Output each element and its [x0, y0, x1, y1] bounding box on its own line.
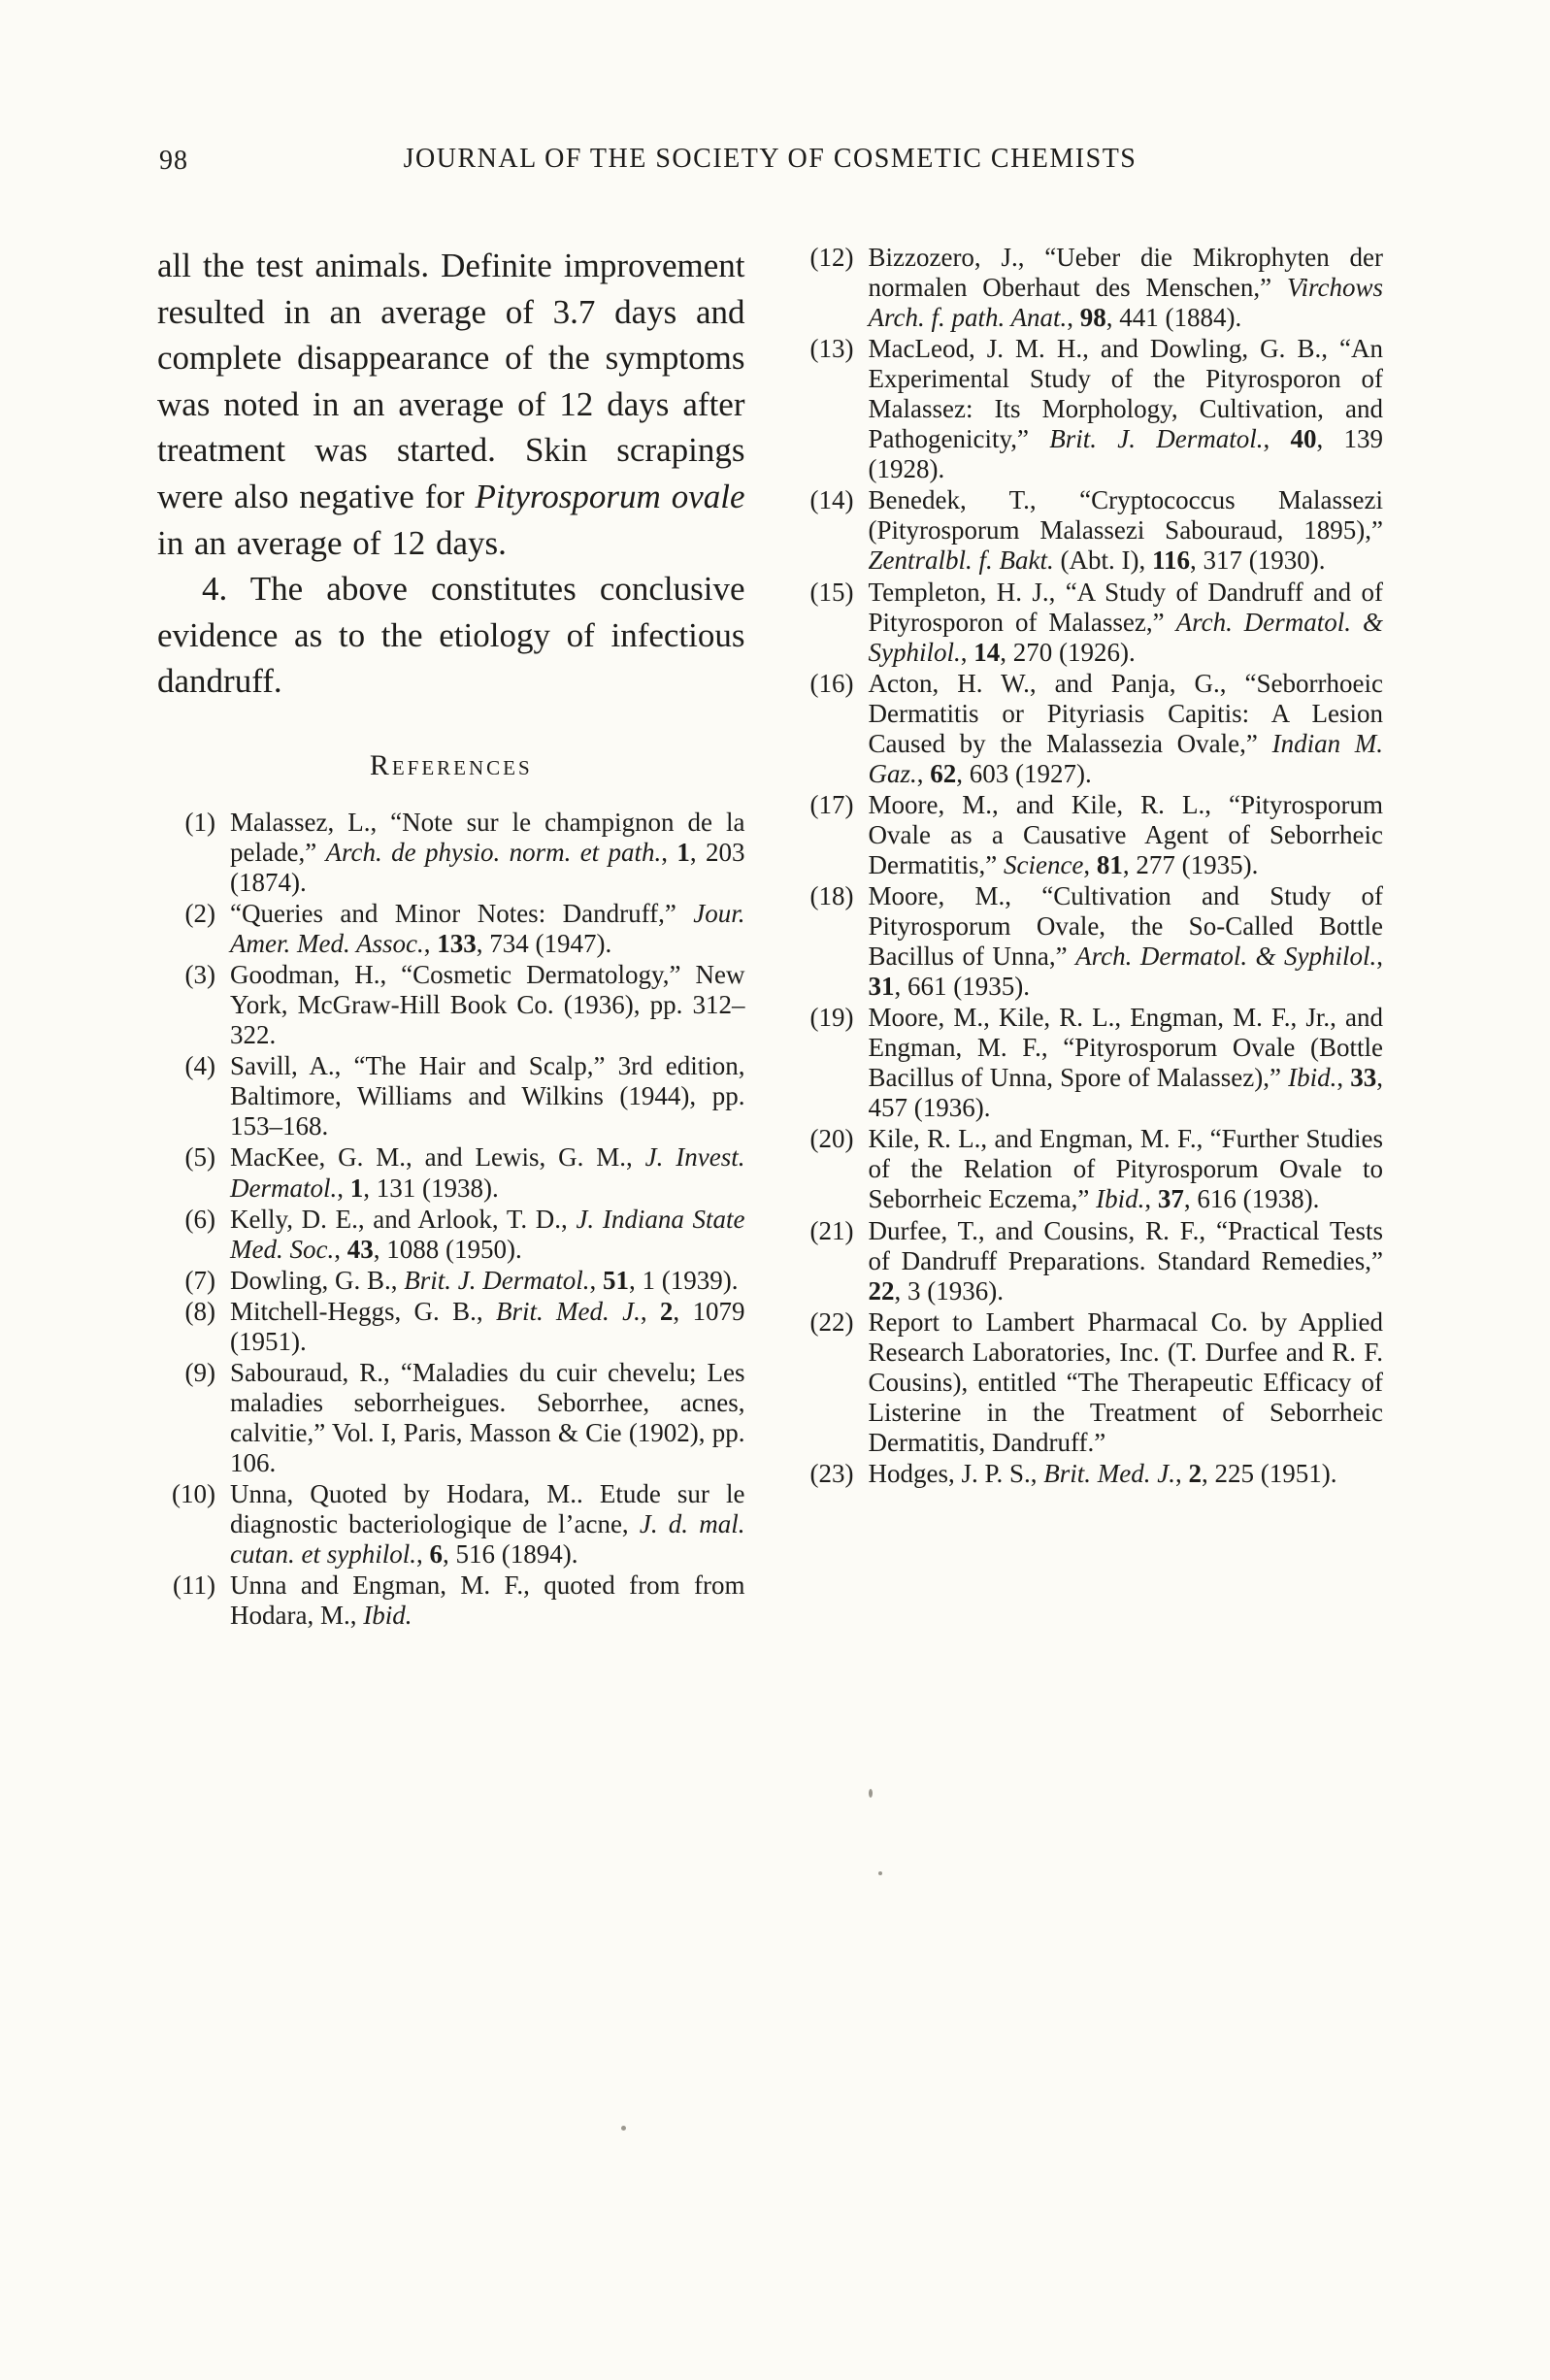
text-segment: Arch. Dermatol. & Syphilol. — [868, 607, 1383, 667]
reference-number: (18) — [809, 880, 854, 910]
reference-number: (11) — [173, 1570, 215, 1601]
text-segment: , — [589, 1265, 603, 1295]
reference-text — [854, 1307, 1384, 1458]
text-segment: all the test animals. Definite improvement resulted in an average of 3.7 days and complete disappearance of the symptoms was noted in an average of 12 days after treatment was started. Skin scrapings were also negative for — [157, 247, 745, 515]
text-segment: J. Invest. Dermatol. — [230, 1142, 745, 1203]
text-segment: , — [415, 1539, 430, 1570]
reference-item — [796, 790, 1384, 880]
reference-number: (22) — [809, 1306, 854, 1337]
text-segment: Virchows Arch. f. path. Anat. — [868, 273, 1383, 333]
reference-item — [796, 669, 1384, 789]
text-segment: , — [640, 1296, 660, 1326]
text-segment: Arch. Dermatol. & Syphilol. — [1075, 942, 1377, 972]
reference-text — [215, 1479, 745, 1570]
reference-text — [215, 960, 745, 1050]
reference-item — [796, 1003, 1384, 1123]
text-segment: Malassez, L., “Note sur le champignon de la pelade,” — [230, 807, 745, 867]
reference-text — [854, 578, 1384, 668]
reference-text — [854, 669, 1384, 789]
text-segment: , 457 (1936). — [868, 1063, 1383, 1123]
reference-item — [796, 243, 1384, 333]
reference-item — [157, 1358, 745, 1478]
reference-number: (14) — [809, 485, 854, 515]
reference-number: (10) — [172, 1478, 215, 1508]
reference-number: (17) — [809, 789, 854, 819]
text-segment: Zentralbl. f. Bakt. — [868, 545, 1054, 576]
reference-text — [215, 1266, 745, 1296]
text-segment: , 516 (1894). — [442, 1539, 578, 1570]
text-segment: Report to Lambert Pharmacal Co. by Applied Research Laboratories, Inc. (T. Durfee and R. F. Cousins), entitled “The Therapeutic Efficacy of Listerine in the Treatment of Seborrheic Dermatitis, Dandruff.” — [868, 1306, 1383, 1457]
text-segment: Arch. de physio. norm. et path. — [325, 837, 662, 867]
text-segment: , — [1336, 1063, 1351, 1093]
text-segment: Jour. Amer. Med. Assoc. — [230, 899, 745, 959]
text-segment: , 3 (1936). — [894, 1275, 1004, 1306]
reference-text — [854, 334, 1384, 484]
reference-number: (6) — [184, 1204, 215, 1234]
scan-speck — [621, 2126, 626, 2131]
right-column — [796, 243, 1384, 1490]
text-segment: Brit. Med. J. — [495, 1296, 641, 1326]
two-column-layout — [157, 243, 1383, 1632]
reference-item — [157, 1051, 745, 1141]
text-segment: , 734 (1947). — [476, 929, 612, 959]
text-segment: , 1 (1939). — [629, 1265, 739, 1295]
text-segment: Hodges, J. P. S., — [868, 1458, 1044, 1488]
text-segment: , 131 (1938). — [363, 1173, 499, 1203]
reference-number: (21) — [809, 1215, 854, 1245]
text-segment: 37 — [1157, 1184, 1184, 1214]
text-segment: , — [1263, 424, 1291, 454]
text-segment: Savill, A., “The Hair and Scalp,” 3rd edition, Baltimore, Williams and Wilkins (1944), pp. 153–168. — [230, 1051, 745, 1141]
reference-text — [215, 1570, 745, 1631]
reference-item — [157, 1142, 745, 1203]
reference-number: (1) — [184, 807, 215, 837]
reference-text — [215, 1142, 745, 1203]
reference-number: (15) — [809, 577, 854, 607]
reference-number: (23) — [809, 1458, 854, 1488]
text-segment: , 203 (1874). — [230, 837, 745, 898]
reference-text — [215, 1051, 745, 1141]
text-segment: , — [1144, 1184, 1158, 1214]
text-segment: 1 — [349, 1173, 364, 1203]
text-segment: 62 — [930, 758, 957, 788]
reference-number: (7) — [184, 1265, 215, 1295]
reference-text — [854, 485, 1384, 576]
body-text — [157, 243, 745, 705]
text-segment: Dowling, G. B., — [230, 1265, 405, 1295]
text-segment: 31 — [868, 972, 895, 1002]
text-segment: (Abt. I), — [1053, 545, 1152, 576]
text-segment: , — [1067, 303, 1080, 333]
text-segment: 98 — [1079, 303, 1106, 333]
references-left-list — [157, 808, 745, 1631]
text-segment: , 616 (1938). — [1183, 1184, 1320, 1214]
reference-text — [215, 1297, 745, 1357]
text-segment: , 1079 (1951). — [230, 1296, 745, 1356]
reference-number: (16) — [809, 668, 854, 698]
text-segment: Ibid. — [363, 1601, 412, 1631]
journal-title: JOURNAL OF THE SOCIETY OF COSMETIC CHEMISTS — [403, 144, 1138, 174]
reference-number: (4) — [184, 1051, 215, 1081]
reference-text — [854, 790, 1384, 880]
scan-speck — [869, 1789, 873, 1798]
text-segment: Indian M. Gaz. — [868, 728, 1384, 788]
text-segment: in an average of 12 days. — [157, 523, 507, 562]
reference-number: (8) — [184, 1296, 215, 1326]
reference-number: (3) — [184, 960, 215, 990]
text-segment: 2 — [1188, 1458, 1203, 1488]
text-segment: Ibid. — [1288, 1063, 1337, 1093]
left-column — [157, 243, 745, 1632]
reference-number: (19) — [809, 1003, 854, 1033]
reference-item — [157, 1297, 745, 1357]
reference-number: (20) — [809, 1124, 854, 1154]
text-segment: Science — [1003, 849, 1084, 879]
reference-item — [157, 1266, 745, 1296]
text-segment: , 270 (1926). — [1000, 637, 1136, 667]
reference-text — [215, 899, 745, 959]
text-segment: 40 — [1290, 424, 1317, 454]
references-heading: References — [369, 748, 533, 781]
text-segment: , 225 (1951). — [1202, 1458, 1337, 1488]
reference-text — [215, 1358, 745, 1478]
text-segment: Moore, M., and Kile, R. L., “Pityrosporum Ovale as a Causative Agent of Seborrheic Dermatitis,” — [868, 789, 1383, 879]
text-segment: , 661 (1935). — [894, 972, 1030, 1002]
text-segment: J. Indiana State Med. Soc. — [230, 1204, 745, 1264]
text-segment: 51 — [603, 1265, 629, 1295]
reference-item — [796, 334, 1384, 484]
reference-item — [796, 881, 1384, 1002]
text-segment: , 277 (1935). — [1122, 849, 1259, 879]
reference-item — [157, 1570, 745, 1631]
text-segment: , 139 (1928). — [868, 424, 1383, 484]
text-segment: Acton, H. W., and Panja, G., “Seborrhoeic Dermatitis or Pityriasis Capitis: A Lesion Caused by the Malassezia Ovale,” — [868, 668, 1383, 758]
text-segment: , — [661, 837, 677, 867]
text-segment: 81 — [1096, 849, 1123, 879]
text-segment: Durfee, T., and Cousins, R. F., “Practical Tests of Dandruff Preparations. Standard Remedies,” — [868, 1215, 1383, 1275]
body-paragraph — [157, 566, 745, 705]
reference-item — [157, 960, 745, 1050]
text-segment: Mitchell-Heggs, G. B., — [230, 1296, 496, 1326]
text-segment: , — [1083, 849, 1097, 879]
text-segment: , — [334, 1234, 347, 1264]
text-segment: Templeton, H. J., “A Study of Dandruff and of Pityrosporon of Malassez,” — [868, 577, 1383, 637]
reference-item — [796, 1216, 1384, 1306]
reference-text — [854, 1003, 1384, 1123]
text-segment: 33 — [1350, 1063, 1377, 1093]
text-segment: Goodman, H., “Cosmetic Dermatology,” New York, McGraw-Hill Book Co. (1936), pp. 312–322. — [230, 960, 745, 1050]
reference-item — [796, 578, 1384, 668]
text-segment: 1 — [676, 837, 690, 867]
scan-speck — [878, 1871, 882, 1875]
text-segment: Moore, M., “Cultivation and Study of Pityrosporum Ovale, the So-Called Bottle Bacillus of Unna,” — [868, 880, 1383, 972]
text-segment: MacKee, G. M., and Lewis, G. M., — [230, 1142, 645, 1173]
reference-item — [157, 808, 745, 898]
text-segment: 22 — [868, 1275, 895, 1306]
text-segment: Benedek, T., “Cryptococcus Malassezi (Pityrosporum Malassezi Sabouraud, 1895),” — [868, 485, 1383, 545]
text-segment: , — [337, 1173, 350, 1203]
reference-item — [796, 1459, 1384, 1489]
reference-item — [157, 1479, 745, 1570]
text-segment: Brit. J. Dermatol. — [404, 1265, 590, 1295]
text-segment: Kile, R. L., and Engman, M. F., “Further Studies of the Relation of Pityrosporum Ovale to Seborrheic Eczema,” — [868, 1124, 1383, 1214]
reference-number: (2) — [184, 899, 215, 929]
text-segment: 14 — [973, 637, 1001, 667]
text-segment: Moore, M., Kile, R. L., Engman, M. F., Jr., and Engman, M. F., “Pityrosporum Ovale (Bottle Bacillus of Unna, Spore of Malassez),” — [868, 1003, 1383, 1093]
reference-text — [854, 243, 1384, 333]
text-segment: , — [1175, 1458, 1189, 1488]
reference-item — [796, 1124, 1384, 1214]
reference-item — [157, 1205, 745, 1265]
text-segment: Sabouraud, R., “Maladies du cuir chevelu; Les maladies seborrheigues. Seborrhee, acnes, calvitie,” Vol. I, Paris, Masson & Cie (1902), pp. 106. — [230, 1357, 745, 1477]
reference-number: (12) — [809, 243, 854, 272]
text-segment: 4. The above constitutes conclusive evidence as to the etiology of infectious dandruff. — [157, 570, 745, 701]
text-segment: Ibid. — [1096, 1184, 1145, 1214]
text-segment: , 603 (1927). — [956, 758, 1092, 788]
reference-item — [796, 485, 1384, 576]
text-segment: , — [916, 758, 931, 788]
text-segment: 133 — [437, 929, 477, 959]
reference-text — [215, 808, 745, 898]
text-segment: , — [423, 929, 438, 959]
text-segment: , 441 (1884). — [1105, 303, 1242, 333]
reference-number: (13) — [809, 334, 854, 364]
reference-item — [796, 1307, 1384, 1458]
text-segment: Kelly, D. E., and Arlook, T. D., — [230, 1204, 577, 1234]
text-segment: 2 — [659, 1296, 674, 1326]
reference-text — [215, 1205, 745, 1265]
text-segment: Bizzozero, J., “Ueber die Mikrophyten der normalen Oberhaut des Menschen,” — [868, 243, 1383, 303]
reference-text — [854, 1459, 1384, 1489]
text-segment: 43 — [346, 1234, 374, 1264]
text-segment: Pityrosporum ovale — [475, 477, 745, 515]
page-number: 98 — [159, 146, 188, 176]
reference-text — [854, 1124, 1384, 1214]
text-segment: 6 — [429, 1539, 443, 1570]
text-segment: MacLeod, J. M. H., and Dowling, G. B., “An Experimental Study of the Pityrosporon of Malassez: Its Morphology, Cultivation, and Pathogenicity,” — [868, 334, 1383, 454]
text-segment: , 1088 (1950). — [373, 1234, 522, 1264]
text-segment: , — [960, 637, 974, 667]
text-segment: Brit. Med. J. — [1043, 1458, 1176, 1488]
reference-text — [854, 881, 1384, 1002]
references-right-list — [796, 243, 1384, 1489]
text-segment: “Queries and Minor Notes: Dandruff,” — [230, 899, 694, 929]
text-segment: , 317 (1930). — [1190, 545, 1326, 576]
reference-text — [854, 1216, 1384, 1306]
reference-number: (9) — [184, 1357, 215, 1387]
text-segment: 116 — [1151, 545, 1190, 576]
text-segment: Unna, Quoted by Hodara, M.. Etude sur le diagnostic bacteriologique de l’acne, — [230, 1478, 745, 1539]
text-segment: Unna and Engman, M. F., quoted from from Hodara, M., — [230, 1570, 745, 1631]
text-segment: Brit. J. Dermatol. — [1049, 424, 1264, 454]
reference-item — [157, 899, 745, 959]
page-header — [157, 144, 1383, 184]
text-segment: , — [1376, 942, 1384, 972]
text-segment: J. d. mal. cutan. et syphilol. — [230, 1509, 745, 1570]
body-paragraph — [157, 243, 745, 566]
reference-number: (5) — [184, 1142, 215, 1173]
